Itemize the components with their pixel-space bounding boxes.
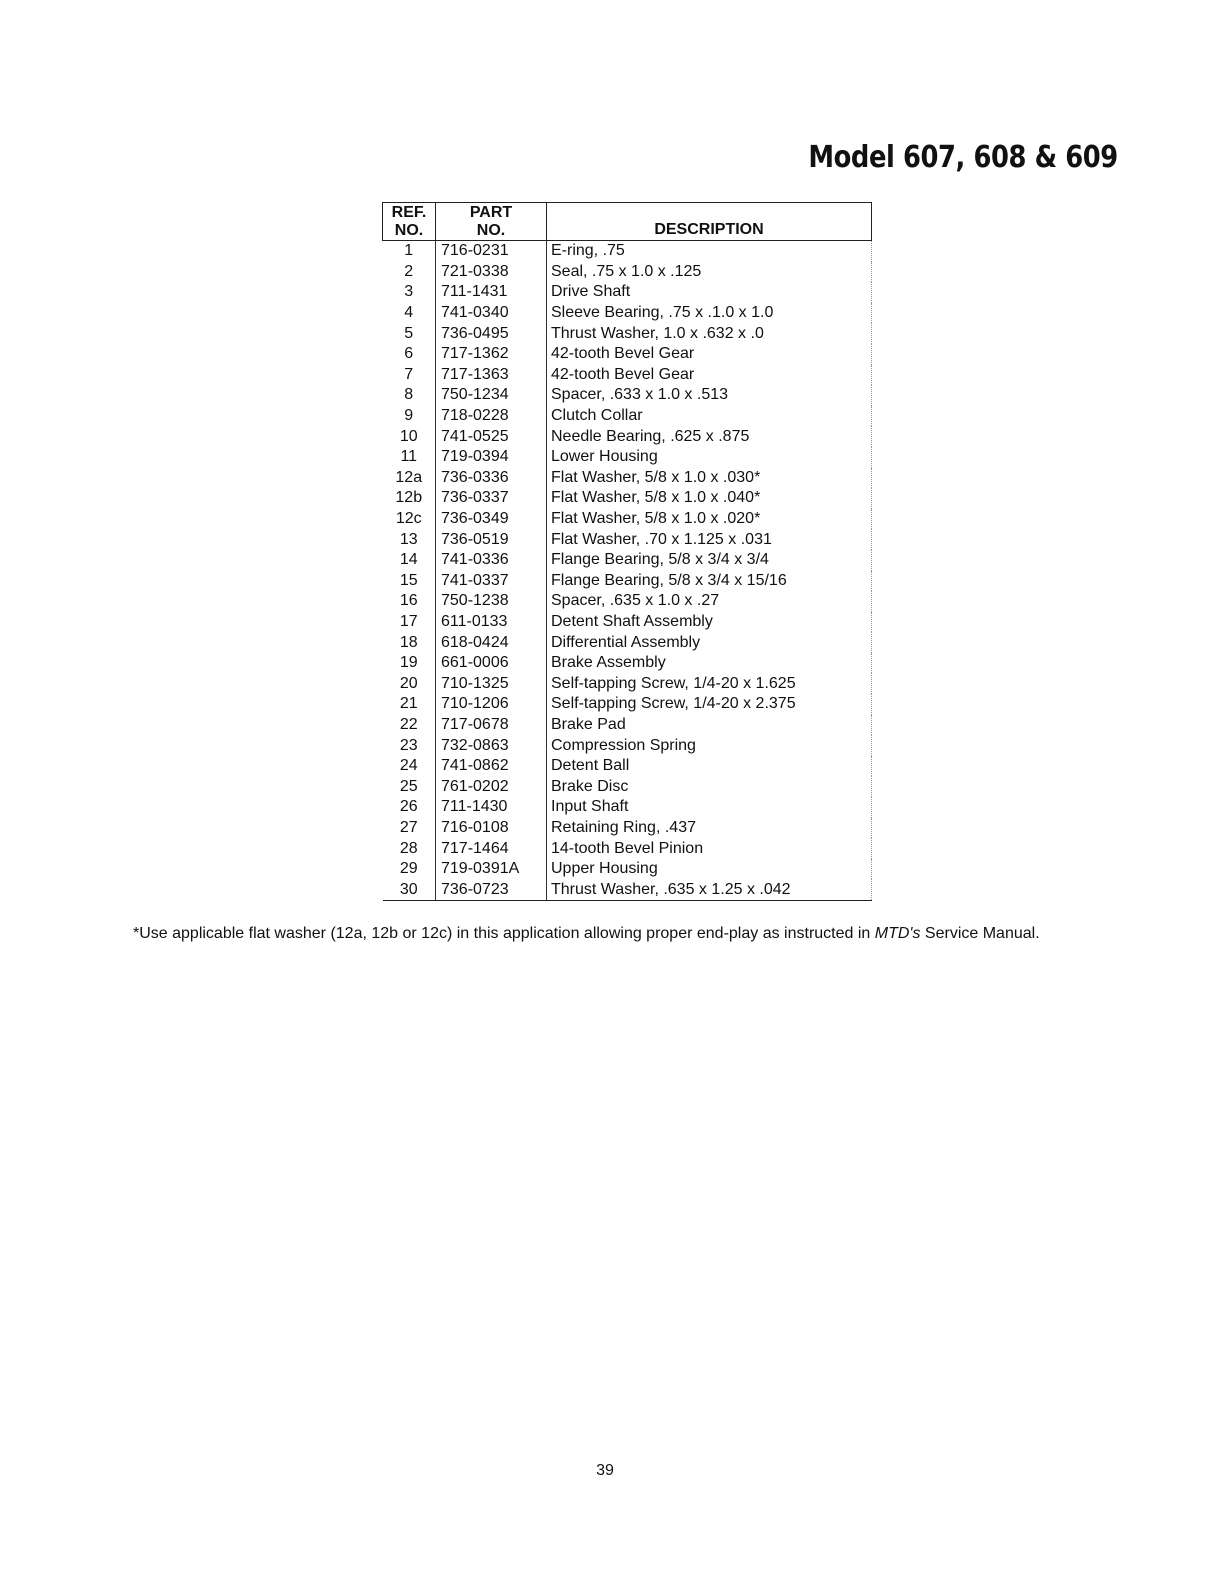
footnote-text-after: Service Manual. (920, 925, 1040, 942)
ref-no-header (383, 203, 436, 241)
ref-no-cell: 1 (383, 241, 436, 262)
description-cell: Brake Disc (547, 776, 872, 797)
part-no-cell: 710-1325 (436, 673, 547, 694)
ref-no-cell: 4 (383, 303, 436, 324)
description-cell: Compression Spring (547, 735, 872, 756)
description-cell: Clutch Collar (547, 406, 872, 427)
part-no-header (436, 203, 547, 241)
description-cell: Brake Assembly (547, 653, 872, 674)
table-row (383, 694, 872, 715)
description-cell: Spacer, .635 x 1.0 x .27 (547, 591, 872, 612)
description-cell: Differential Assembly (547, 632, 872, 653)
parts-table (382, 202, 872, 901)
part-header-line2: NO. (476, 222, 506, 239)
description-cell: Flange Bearing, 5/8 x 3/4 x 15/16 (547, 571, 872, 592)
ref-no-cell: 9 (383, 406, 436, 427)
table-row (383, 859, 872, 880)
ref-no-cell: 21 (383, 694, 436, 715)
description-cell: 14-tooth Bevel Pinion (547, 838, 872, 859)
ref-no-cell: 2 (383, 262, 436, 283)
description-cell: Self-tapping Screw, 1/4-20 x 1.625 (547, 673, 872, 694)
ref-no-cell: 27 (383, 818, 436, 839)
ref-no-cell: 24 (383, 756, 436, 777)
description-cell: Drive Shaft (547, 282, 872, 303)
ref-no-cell: 5 (383, 323, 436, 344)
table-row (383, 426, 872, 447)
table-row (383, 879, 872, 900)
part-no-cell: 741-0336 (436, 550, 547, 571)
ref-no-cell: 17 (383, 612, 436, 633)
ref-no-cell: 19 (383, 653, 436, 674)
page-number: 39 (596, 1462, 614, 1479)
description-cell: Seal, .75 x 1.0 x .125 (547, 262, 872, 283)
part-no-cell: 661-0006 (436, 653, 547, 674)
description-cell: Upper Housing (547, 859, 872, 880)
part-no-cell: 741-0525 (436, 426, 547, 447)
ref-no-cell: 7 (383, 365, 436, 386)
description-cell: Flat Washer, 5/8 x 1.0 x .040* (547, 488, 872, 509)
table-row (383, 262, 872, 283)
footnote-text-before: *Use applicable flat washer (12a, 12b or 12c) in this application allowing proper end-play as instructed in (133, 925, 875, 942)
description-cell: Self-tapping Screw, 1/4-20 x 2.375 (547, 694, 872, 715)
description-cell: 42-tooth Bevel Gear (547, 344, 872, 365)
description-cell: Needle Bearing, .625 x .875 (547, 426, 872, 447)
part-no-cell: 716-0108 (436, 818, 547, 839)
part-no-cell: 750-1234 (436, 385, 547, 406)
part-no-cell: 721-0338 (436, 262, 547, 283)
ref-no-cell: 20 (383, 673, 436, 694)
ref-no-cell: 6 (383, 344, 436, 365)
description-cell: Flat Washer, 5/8 x 1.0 x .030* (547, 468, 872, 489)
table-row (383, 468, 872, 489)
part-no-cell: 719-0391A (436, 859, 547, 880)
part-no-cell: 711-1431 (436, 282, 547, 303)
ref-header-line1: REF. (391, 204, 427, 221)
parts-table-body (383, 241, 872, 901)
part-no-cell: 741-0862 (436, 756, 547, 777)
ref-no-cell: 12c (383, 509, 436, 530)
table-row (383, 323, 872, 344)
table-row (383, 838, 872, 859)
description-cell: Flange Bearing, 5/8 x 3/4 x 3/4 (547, 550, 872, 571)
part-no-cell: 736-0495 (436, 323, 547, 344)
ref-no-cell: 29 (383, 859, 436, 880)
table-row (383, 406, 872, 427)
table-row (383, 344, 872, 365)
part-no-cell: 718-0228 (436, 406, 547, 427)
table-row (383, 797, 872, 818)
table-row (383, 385, 872, 406)
part-no-cell: 741-0337 (436, 571, 547, 592)
table-row (383, 673, 872, 694)
table-row (383, 591, 872, 612)
table-row (383, 653, 872, 674)
description-cell: Retaining Ring, .437 (547, 818, 872, 839)
footnote-emphasis: MTD's (874, 925, 921, 942)
part-no-cell: 717-1362 (436, 344, 547, 365)
part-no-cell: 736-0519 (436, 529, 547, 550)
ref-no-cell: 11 (383, 447, 436, 468)
ref-no-cell: 10 (383, 426, 436, 447)
ref-no-cell: 28 (383, 838, 436, 859)
part-no-cell: 717-1363 (436, 365, 547, 386)
description-cell: Detent Shaft Assembly (547, 612, 872, 633)
part-no-cell: 611-0133 (436, 612, 547, 633)
part-no-cell: 736-0337 (436, 488, 547, 509)
table-row (383, 529, 872, 550)
ref-no-cell: 14 (383, 550, 436, 571)
ref-no-cell: 25 (383, 776, 436, 797)
ref-no-cell: 12a (383, 468, 436, 489)
table-row (383, 715, 872, 736)
table-row (383, 735, 872, 756)
description-cell: E-ring, .75 (547, 241, 872, 262)
footnote (133, 925, 1040, 943)
ref-no-cell: 8 (383, 385, 436, 406)
description-cell: Lower Housing (547, 447, 872, 468)
ref-no-cell: 23 (383, 735, 436, 756)
ref-no-cell: 30 (383, 879, 436, 900)
ref-no-cell: 3 (383, 282, 436, 303)
description-cell: Thrust Washer, .635 x 1.25 x .042 (547, 879, 872, 900)
part-no-cell: 741-0340 (436, 303, 547, 324)
table-row (383, 509, 872, 530)
description-cell: 42-tooth Bevel Gear (547, 365, 872, 386)
part-no-cell: 736-0336 (436, 468, 547, 489)
description-cell: Input Shaft (547, 797, 872, 818)
ref-no-cell: 13 (383, 529, 436, 550)
table-row (383, 756, 872, 777)
description-cell: Detent Ball (547, 756, 872, 777)
ref-no-cell: 18 (383, 632, 436, 653)
part-no-cell: 717-1464 (436, 838, 547, 859)
page-title: Model 607, 608 & 609 (808, 140, 1118, 175)
table-header-row (383, 203, 872, 241)
part-no-cell: 711-1430 (436, 797, 547, 818)
table-row (383, 447, 872, 468)
part-no-cell: 719-0394 (436, 447, 547, 468)
table-row (383, 632, 872, 653)
part-no-cell: 618-0424 (436, 632, 547, 653)
part-no-cell: 736-0349 (436, 509, 547, 530)
part-header-line1: PART (469, 204, 513, 221)
table-row (383, 303, 872, 324)
table-row (383, 282, 872, 303)
description-cell: Brake Pad (547, 715, 872, 736)
description-cell: Spacer, .633 x 1.0 x .513 (547, 385, 872, 406)
part-no-cell: 761-0202 (436, 776, 547, 797)
ref-no-cell: 16 (383, 591, 436, 612)
part-no-cell: 732-0863 (436, 735, 547, 756)
description-cell: Thrust Washer, 1.0 x .632 x .0 (547, 323, 872, 344)
table-row (383, 365, 872, 386)
part-no-cell: 710-1206 (436, 694, 547, 715)
table-row (383, 571, 872, 592)
table-row (383, 488, 872, 509)
table-row (383, 550, 872, 571)
part-no-cell: 717-0678 (436, 715, 547, 736)
part-no-cell: 750-1238 (436, 591, 547, 612)
part-no-cell: 736-0723 (436, 879, 547, 900)
description-cell: Flat Washer, 5/8 x 1.0 x .020* (547, 509, 872, 530)
table-row (383, 776, 872, 797)
table-row (383, 612, 872, 633)
ref-no-cell: 22 (383, 715, 436, 736)
ref-no-cell: 15 (383, 571, 436, 592)
table-row (383, 241, 872, 262)
part-no-cell: 716-0231 (436, 241, 547, 262)
description-header: DESCRIPTION (547, 203, 872, 241)
ref-header-line2: NO. (394, 222, 424, 239)
description-cell: Flat Washer, .70 x 1.125 x .031 (547, 529, 872, 550)
ref-no-cell: 26 (383, 797, 436, 818)
table-row (383, 818, 872, 839)
ref-no-cell: 12b (383, 488, 436, 509)
description-cell: Sleeve Bearing, .75 x .1.0 x 1.0 (547, 303, 872, 324)
